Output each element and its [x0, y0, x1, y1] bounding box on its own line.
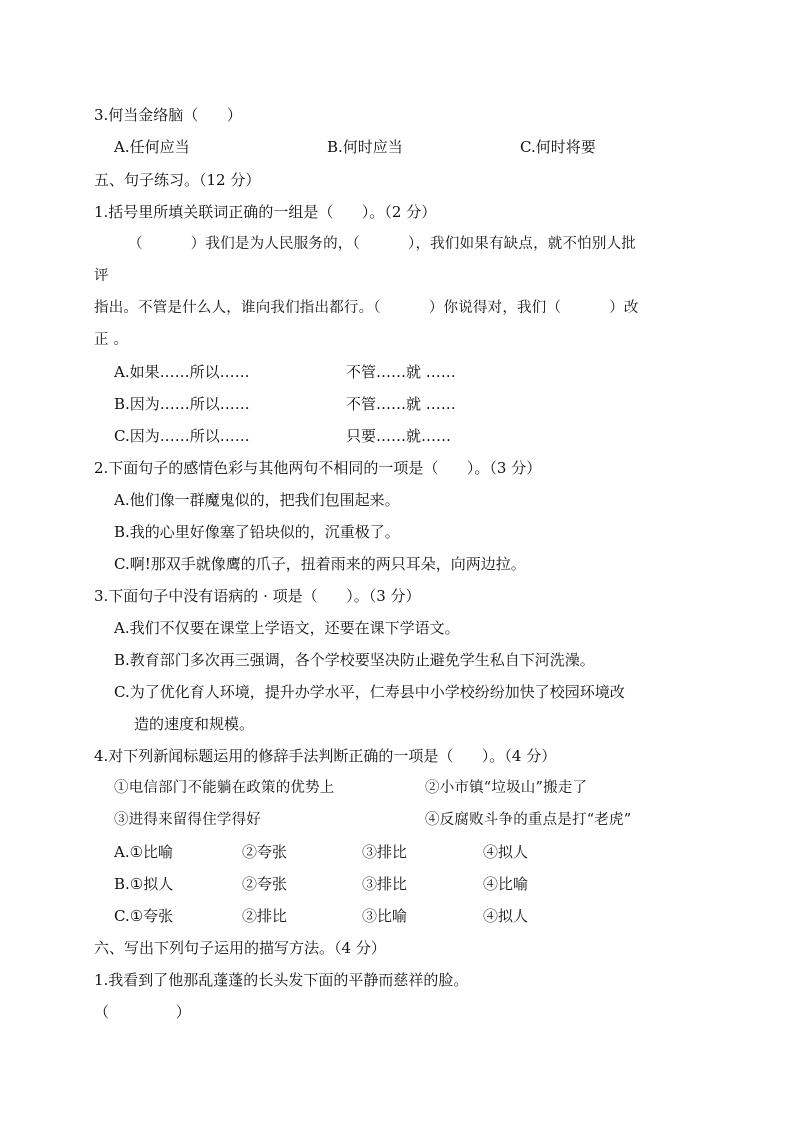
option-a-item-2: ②夸张	[242, 843, 288, 861]
option-b-col-1: B.因为……所以……	[114, 395, 250, 413]
option-a-col-2: 不管……就 ……	[346, 363, 456, 381]
passage-line-1-wrap: 评	[94, 268, 109, 284]
option-a: A.他们像一群魔鬼似的，把我们包围起来。	[114, 491, 400, 509]
option-c-item-3: ③比喻	[362, 907, 408, 925]
option-c-col-2: 只要……就……	[346, 427, 452, 445]
headline-3: ③进得来留得住学得好	[114, 812, 261, 828]
option-c-wrap: 造的速度和规模。	[134, 715, 255, 733]
answer-blank: （ ）	[94, 1003, 191, 1021]
question-1-conjunctions: 1.括号里所填关联词正确的一组是（ ）。（2 分）	[94, 203, 437, 221]
option-a-item-3: ③排比	[362, 843, 408, 861]
section-6-heading: 六、写出下列句子运用的描写方法。（4 分）	[94, 939, 386, 957]
question-1-description: 1.我看到了他那乱蓬蓬的长头发下面的平静而慈祥的脸。	[94, 971, 469, 989]
question-3-he-dang-jin-luo-nao: 3.何当金络脑（ ）	[94, 106, 242, 124]
option-b-item-3: ③排比	[362, 875, 408, 893]
option-a: A.我们不仅要在课堂上学语文，还要在课下学语文。	[114, 619, 460, 637]
option-c: C.为了优化育人环境，提升办学水平，仁寿县中小学校纷纷加快了校园环境改	[114, 683, 625, 701]
headline-1: ①电信部门不能躺在政策的优势上	[114, 780, 335, 796]
option-c: C.啊!那双手就像鹰的爪子，扭着雨来的两只耳朵，向两边拉。	[114, 555, 526, 573]
passage-line-2: 指出。不管是什么人，谁向我们指出都行。（ ）你说得对，我们（ ）改	[94, 300, 639, 316]
headline-4: ④反腐败斗争的重点是打“老虎”	[425, 812, 632, 828]
question-3-grammar: 3.下面句子中没有语病的 · 项是（ ）。（3 分）	[94, 587, 421, 605]
option-b-col-2: 不管……就 ……	[346, 395, 456, 413]
option-a-col-1: A.如果……所以……	[114, 363, 250, 381]
option-c-item-1: C.①夸张	[114, 907, 174, 925]
option-a-item-4: ④拟人	[483, 843, 529, 861]
option-b-item-4: ④比喻	[483, 875, 529, 893]
question-2-emotion: 2.下面句子的感情色彩与其他两句不相同的一项是（ ）。（3 分）	[94, 459, 542, 477]
option-c: C.何时将要	[520, 138, 596, 156]
headline-2: ②小市镇“垃圾山”搬走了	[425, 780, 588, 796]
section-5-heading: 五、句子练习。（12 分）	[94, 171, 261, 189]
passage-line-1: （ ）我们是为人民服务的，（ ），我们如果有缺点，就不怕别人批	[128, 236, 636, 252]
option-c-col-1: C.因为……所以……	[114, 427, 250, 445]
passage-line-2-wrap: 正 。	[94, 332, 129, 348]
option-a-item-1: A.①比喻	[114, 843, 174, 861]
option-b: B.我的心里好像塞了铅块似的，沉重极了。	[114, 523, 400, 541]
question-4-rhetoric: 4.对下列新闻标题运用的修辞手法判断正确的一项是（ ）。（4 分）	[94, 747, 557, 765]
option-b: B.何时应当	[327, 138, 403, 156]
option-c-item-2: ②排比	[242, 907, 288, 925]
option-a: A.任何应当	[114, 138, 190, 156]
option-c-item-4: ④拟人	[483, 907, 529, 925]
option-b-item-2: ②夸张	[242, 875, 288, 893]
option-b-item-1: B.①拟人	[114, 875, 174, 893]
option-b: B.教育部门多次再三强调，各个学校要坚决防止避免学生私自下河洗澡。	[114, 651, 595, 669]
